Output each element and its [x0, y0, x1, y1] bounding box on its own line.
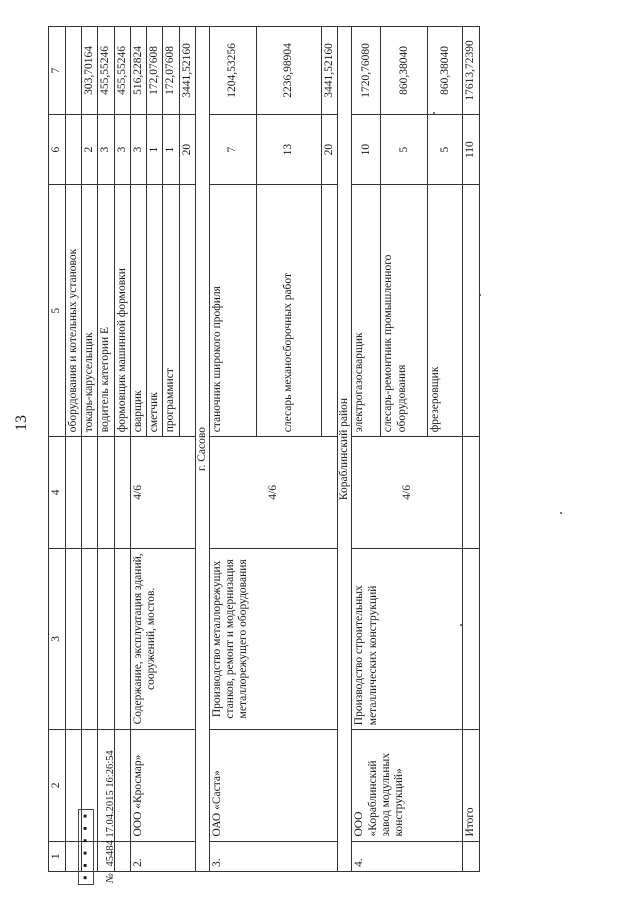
- section-row: [195, 27, 209, 872]
- amount-cell: 860,38040: [381, 27, 428, 115]
- profession-cell: слесарь механосборочных работ: [256, 185, 321, 437]
- activity-cell: Содержание, эксплуатация зданий, сооружений, мостов.: [130, 548, 195, 730]
- amount-cell: 3441,52160: [179, 27, 195, 115]
- count-cell: 10: [352, 114, 381, 184]
- amount-cell: 303,70164: [82, 27, 98, 115]
- scan-speck: [479, 294, 481, 296]
- amount-cell: 455,55246: [114, 27, 130, 115]
- table-row: [209, 27, 256, 872]
- activity-cell: Производство строительных металлических конструкций: [352, 548, 463, 730]
- count-cell: 20: [321, 114, 337, 184]
- count-cell: 1: [163, 114, 179, 184]
- profession-cell: токарь-карусельщик: [82, 185, 98, 437]
- registration-number: 45484: [105, 840, 116, 867]
- organization-cell: ООО «Кросмар»: [130, 730, 195, 841]
- header-cell: 1: [49, 841, 66, 871]
- amount-cell: 172,07608: [147, 27, 163, 115]
- count-cell: 7: [209, 114, 256, 184]
- scan-speck: [433, 112, 435, 114]
- doc-number-sign: №: [105, 873, 116, 883]
- amount-cell: 172,07608: [163, 27, 179, 115]
- district-heading: Кораблинский район: [338, 27, 352, 872]
- quota-table: [48, 26, 480, 872]
- amount-cell: 2236,98904: [256, 27, 321, 115]
- profession-cell: электрогазосварщик: [352, 185, 381, 437]
- scan-speck: [560, 512, 562, 514]
- total-row: [463, 27, 479, 872]
- row-number: 3.: [209, 841, 337, 871]
- profession-cell: сварщик: [130, 185, 146, 437]
- count-cell: 5: [428, 114, 463, 184]
- header-cell: 5: [49, 185, 66, 437]
- amount-cell: 455,55246: [98, 27, 114, 115]
- registration-date: 17.04.2015 16:26:54: [105, 750, 116, 838]
- profession-cell: фрезеровщик: [428, 185, 463, 437]
- header-cell: 7: [49, 27, 66, 115]
- profession-cell: сметчик: [147, 185, 163, 437]
- city-heading: г. Сасово: [195, 27, 209, 872]
- amount-cell: 1720,76080: [352, 27, 381, 115]
- section-row: [338, 27, 352, 872]
- scan-speck: [460, 624, 462, 626]
- row-number: 2.: [130, 841, 195, 871]
- activity-cell: Производство металлорежущих станков, ремонт и модернизация металлорежущего оборудования: [209, 548, 337, 730]
- count-cell: 2: [82, 114, 98, 184]
- amount-cell: 1204,53256: [209, 27, 256, 115]
- profession-cell: оборудования и котельных установок: [66, 185, 82, 437]
- ratio-cell: 4/6: [352, 437, 463, 548]
- count-cell: 5: [381, 114, 428, 184]
- amount-cell: 516,22824: [130, 27, 146, 115]
- organization-cell: ООО «Кораблинский завод модульных конструкций»: [352, 730, 463, 841]
- count-cell: 3: [114, 114, 130, 184]
- page-number: 13: [13, 415, 30, 431]
- total-amount: 17613,72390: [463, 27, 479, 115]
- amount-cell: 860,38040: [428, 27, 463, 115]
- table-row: [82, 27, 98, 872]
- document-table-rotated: [48, 26, 477, 872]
- amount-cell: 3441,52160: [321, 27, 337, 115]
- total-label: Итого: [463, 730, 479, 841]
- ratio-cell: 4/6: [209, 437, 337, 548]
- header-cell: 3: [49, 548, 66, 730]
- header-cell: 2: [49, 730, 66, 841]
- table-row: [98, 27, 114, 872]
- table-row: [130, 27, 146, 872]
- header-row: [49, 27, 66, 872]
- count-cell: 1: [147, 114, 163, 184]
- registration-footer: [105, 750, 116, 883]
- header-cell: 6: [49, 114, 66, 184]
- count-cell: 3: [98, 114, 114, 184]
- profession-cell: формовщик машинной формовки: [114, 185, 130, 437]
- table-row: [352, 27, 381, 872]
- row-number: 4.: [352, 841, 463, 871]
- total-count: 110: [463, 114, 479, 184]
- profession-cell: водитель категории Е: [98, 185, 114, 437]
- stamp-icon: ■ ■ ■ ■ ■ ■: [78, 809, 94, 885]
- ratio-cell: 4/6: [130, 437, 195, 548]
- table-row: [66, 27, 82, 872]
- profession-cell: программист: [163, 185, 179, 437]
- header-cell: 4: [49, 437, 66, 548]
- table-row: [114, 27, 130, 872]
- count-cell: 20: [179, 114, 195, 184]
- profession-cell: станочник широкого профиля: [209, 185, 256, 437]
- organization-cell: ОАО «Саста»: [209, 730, 337, 841]
- count-cell: 3: [130, 114, 146, 184]
- count-cell: 13: [256, 114, 321, 184]
- profession-cell: слесарь-ремонтник промышленного оборудования: [381, 185, 428, 437]
